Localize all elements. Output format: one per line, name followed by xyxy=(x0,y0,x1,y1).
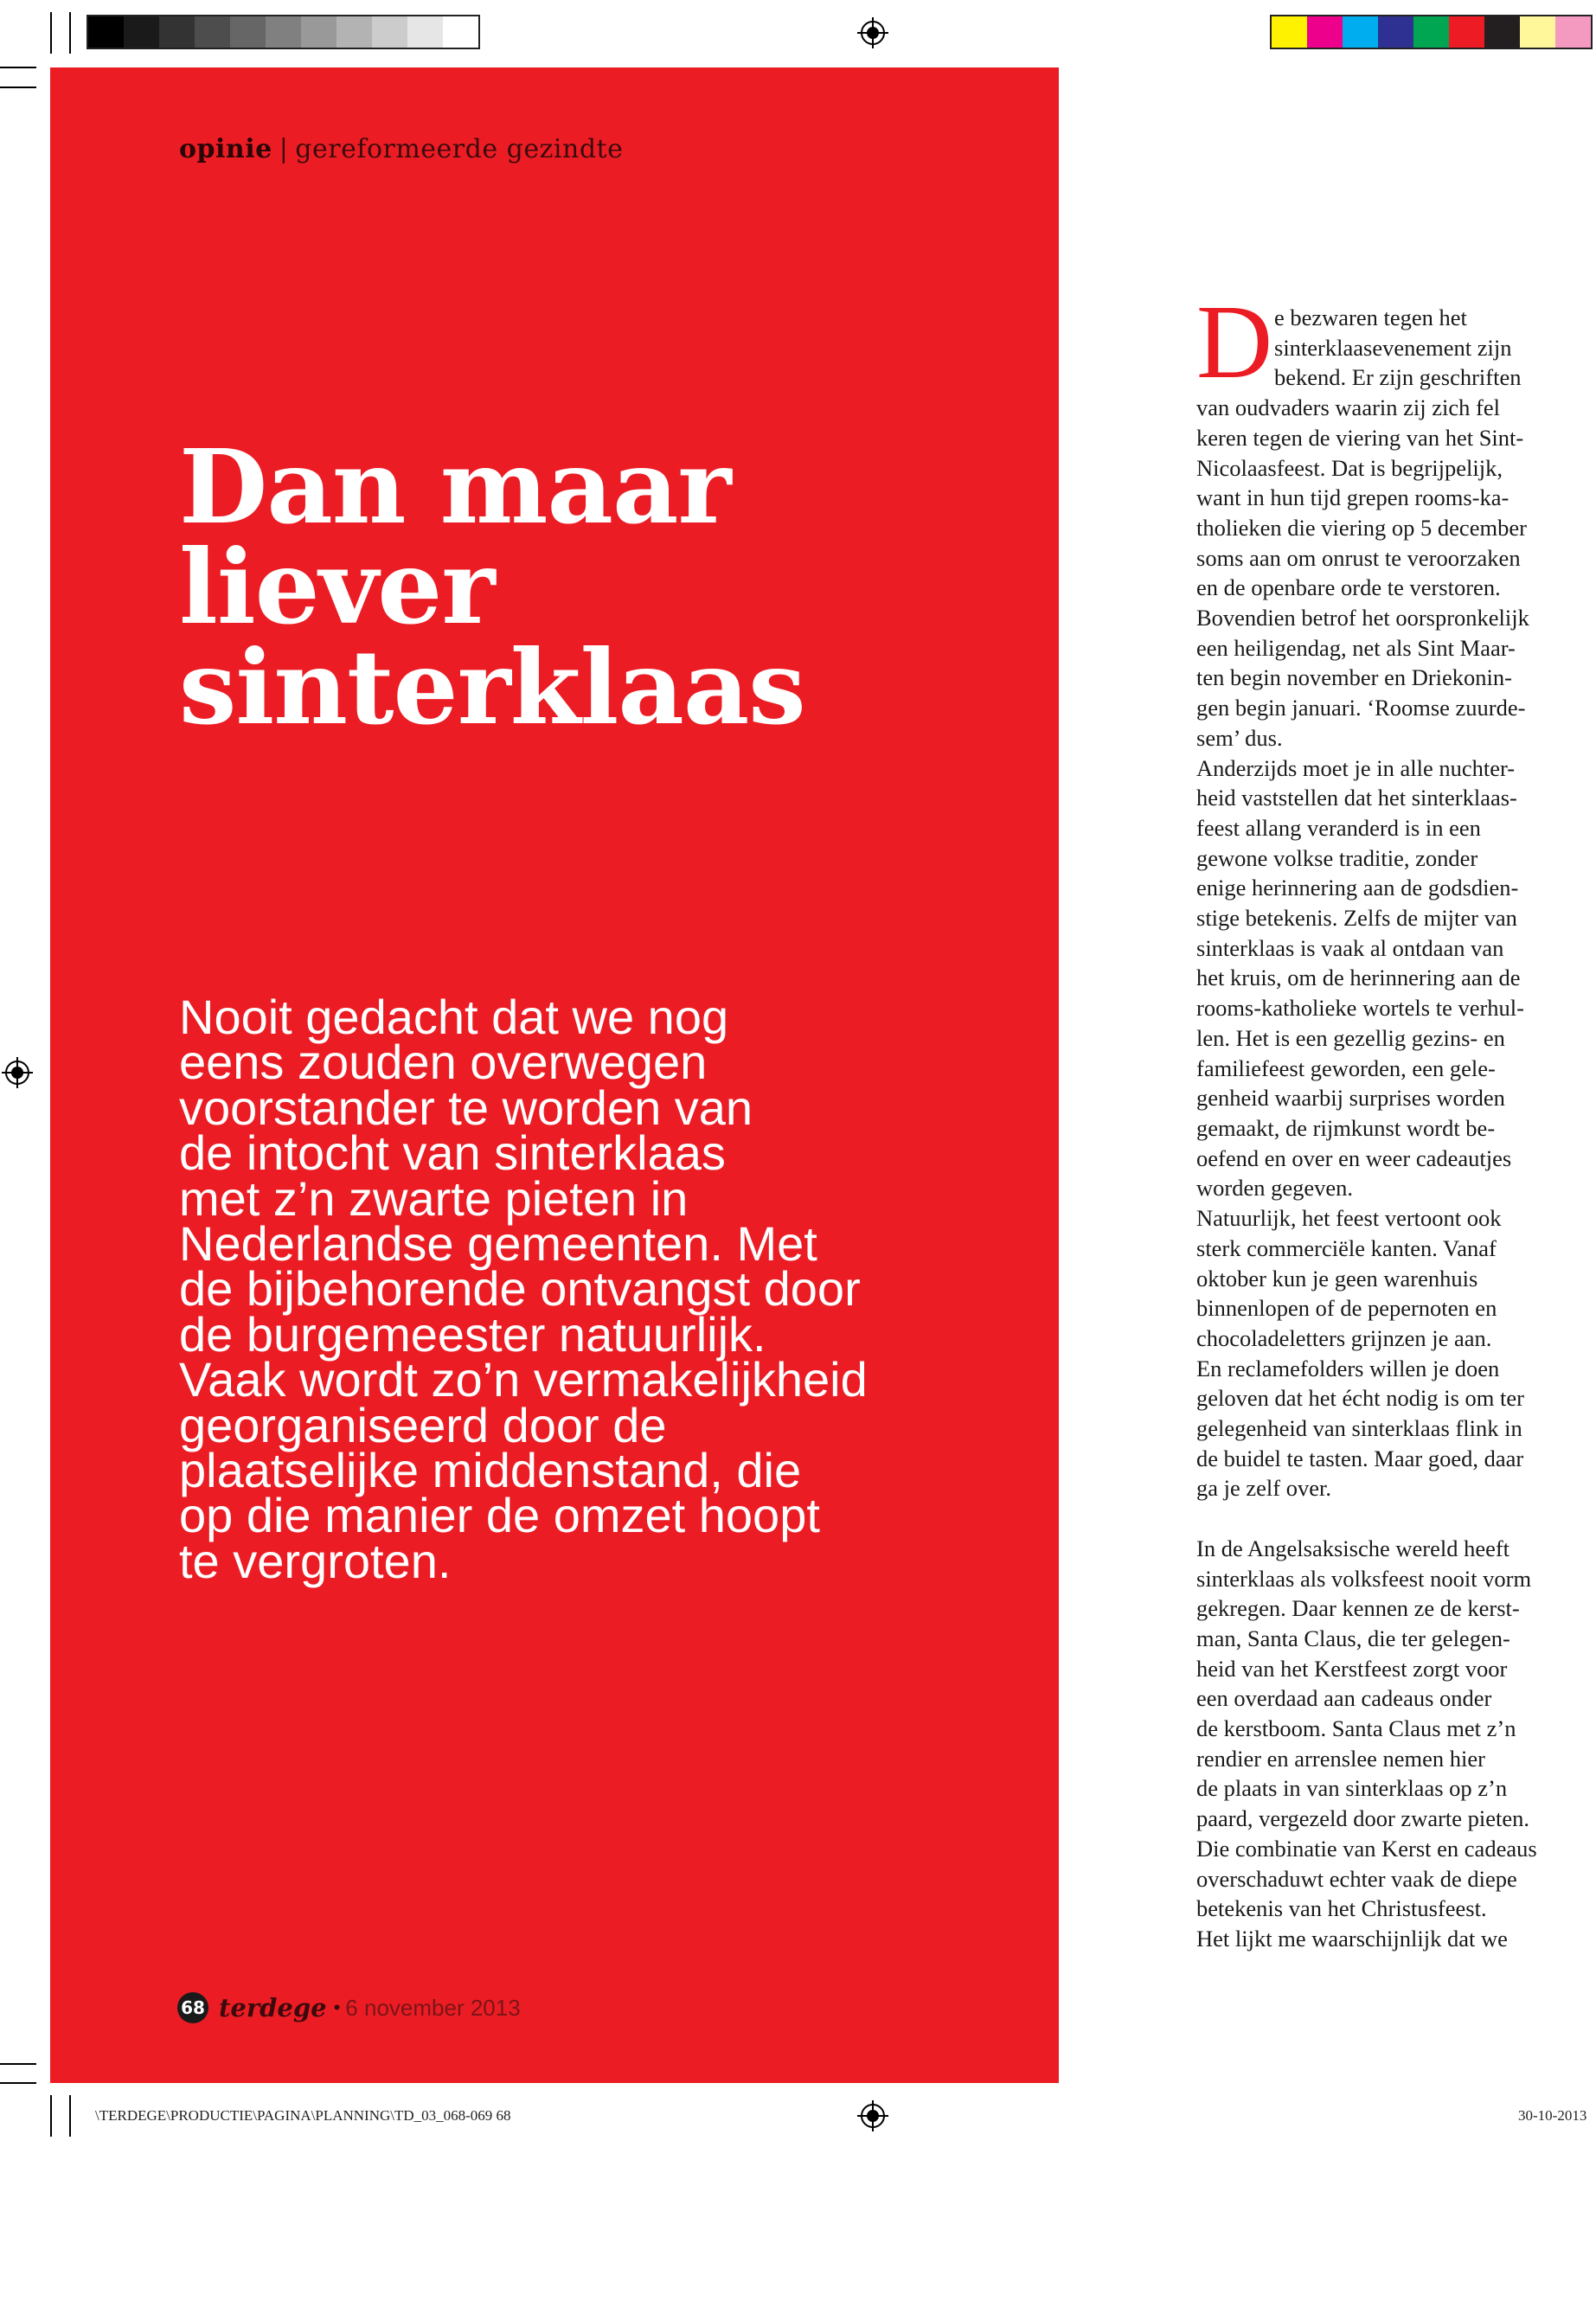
lead-line: te vergroten. xyxy=(179,1533,452,1588)
body-line: Bovendien betrof het oorspronkelijk xyxy=(1196,605,1529,631)
body-line: sterk commerciële kanten. Vanaf xyxy=(1196,1234,1497,1261)
gray-swatch xyxy=(266,16,301,48)
body-line: oefend en over en weer cadeautjes xyxy=(1196,1144,1512,1171)
footer-bullet: • xyxy=(333,1997,341,2018)
body-line: gemaakt, de rijmkunst wordt be- xyxy=(1196,1114,1496,1141)
issue-date: 6 november 2013 xyxy=(345,1994,521,2021)
gray-swatch xyxy=(337,16,372,48)
body-line: feest allang veranderd is in een xyxy=(1196,814,1481,841)
body-line: sinterklaasevenement zijn xyxy=(1274,334,1512,361)
file-slug: \TERDEGE\PRODUCTIE\PAGINA\PLANNING\TD_03_068-069 68 xyxy=(95,2107,511,2124)
body-line: de buidel te tasten. Maar goed, daar xyxy=(1196,1445,1524,1471)
gray-swatch xyxy=(195,16,230,48)
body-line: Natuurlijk, het feest vertoont ook xyxy=(1196,1205,1502,1232)
body-line: Het lijkt me waarschijnlijk dat we xyxy=(1196,1925,1508,1952)
paragraph-gap xyxy=(1196,1503,1596,1534)
body-line: en de openbare orde te verstoren. xyxy=(1196,574,1501,601)
body-line: enige herinnering aan de godsdien- xyxy=(1196,875,1519,901)
gray-swatch xyxy=(407,16,443,48)
slug-date: 30-10-2013 xyxy=(1518,2107,1587,2124)
color-swatch xyxy=(1413,16,1449,48)
headline-line: sinterklaas xyxy=(179,627,805,747)
body-line: gelegenheid van sinterklaas flink in xyxy=(1196,1415,1522,1442)
lead-line: eens zouden overwegen xyxy=(179,1035,708,1090)
headline-line: liever xyxy=(179,527,495,647)
body-line: stige betekenis. Zelfs de mijter van xyxy=(1196,905,1517,932)
body-line: worden gegeven. xyxy=(1196,1175,1354,1202)
registration-mark-icon xyxy=(2,1057,33,1088)
color-swatch xyxy=(1484,16,1520,48)
body-line: de kerstboom. Santa Claus met z’n xyxy=(1196,1715,1516,1742)
lead-line: voorstander te worden van xyxy=(179,1080,753,1135)
crop-mark xyxy=(69,2095,71,2137)
color-swatch xyxy=(1378,16,1413,48)
body-line: bekend. Er zijn geschriften xyxy=(1274,364,1522,391)
body-line: heid van het Kerstfeest zorgt voor xyxy=(1196,1655,1508,1682)
article-lead xyxy=(179,990,958,1588)
body-line: van oudvaders waarin zij zich fel xyxy=(1196,394,1500,421)
section-header xyxy=(179,134,623,164)
process-color-bar xyxy=(1270,15,1593,49)
gray-swatch xyxy=(301,16,337,48)
body-line: de plaats in van sinterklaas op z’n xyxy=(1196,1775,1508,1802)
crop-mark xyxy=(0,2063,36,2065)
lead-line: plaatselijke middenstand, die xyxy=(179,1443,802,1498)
body-line: tholieken die viering op 5 december xyxy=(1196,514,1527,541)
body-line: ga je zelf over. xyxy=(1196,1475,1331,1502)
lead-line: Vaak wordt zo’n vermakelijkheid xyxy=(179,1352,868,1407)
crop-mark xyxy=(50,12,52,54)
lead-line: georganiseerd door de xyxy=(179,1397,667,1452)
gray-swatch xyxy=(88,16,124,48)
body-line: genheid waarbij surprises worden xyxy=(1196,1085,1505,1112)
body-line: rooms-katholieke wortels te verhul- xyxy=(1196,995,1524,1022)
crop-mark xyxy=(0,87,36,88)
body-line: sinterklaas als volksfeest nooit vorm xyxy=(1196,1565,1532,1592)
color-swatch xyxy=(1307,16,1343,48)
body-line: In de Angelsaksische wereld heeft xyxy=(1196,1535,1510,1561)
body-line: Nicolaasfeest. Dat is begrijpelijk, xyxy=(1196,454,1503,481)
body-line: overschaduwt echter vaak de diepe xyxy=(1196,1865,1517,1892)
lead-line: Nederlandse gemeenten. Met xyxy=(179,1216,817,1272)
body-line: man, Santa Claus, die ter gelegen- xyxy=(1196,1625,1510,1651)
crop-mark xyxy=(0,67,36,68)
body-line: het kruis, om de herinnering aan de xyxy=(1196,965,1521,991)
drop-cap: D xyxy=(1196,284,1273,401)
crop-mark xyxy=(69,12,71,54)
body-line: ten begin november en Driekonin- xyxy=(1196,664,1512,691)
section-category: opinie xyxy=(179,134,272,164)
body-line: gewone volkse traditie, zonder xyxy=(1196,844,1478,871)
gray-swatch xyxy=(372,16,407,48)
registration-mark-icon xyxy=(857,17,888,48)
lead-line: Nooit gedacht dat we nog xyxy=(179,990,729,1044)
body-line: sem’ dus. xyxy=(1196,724,1283,751)
lead-line: de bijbehorende ontvangst door xyxy=(179,1261,861,1317)
lead-line: met z’n zwarte pieten in xyxy=(179,1170,689,1226)
crop-mark xyxy=(0,2082,36,2084)
article-headline xyxy=(179,426,805,747)
body-line: sinterklaas is vaak al ontdaan van xyxy=(1196,934,1504,961)
section-subject: gereformeerde gezindte xyxy=(295,134,624,164)
color-swatch xyxy=(1520,16,1555,48)
body-line: e bezwaren tegen het xyxy=(1274,304,1467,330)
headline-line: Dan maar xyxy=(179,426,731,547)
body-line: gen begin januari. ‘Roomse zuurde- xyxy=(1196,695,1526,721)
body-line: betekenis van het Christusfeest. xyxy=(1196,1895,1487,1922)
body-line: geloven dat het écht nodig is om ter xyxy=(1196,1385,1524,1412)
gray-swatch xyxy=(230,16,266,48)
grayscale-color-bar xyxy=(87,15,480,49)
body-line: want in hun tijd grepen rooms-ka- xyxy=(1196,484,1509,511)
lead-line: de intocht van sinterklaas xyxy=(179,1125,726,1181)
lead-line: op die manier de omzet hoopt xyxy=(179,1488,820,1543)
body-line: een heiligendag, net als Sint Maar- xyxy=(1196,634,1516,661)
color-swatch xyxy=(1449,16,1484,48)
section-separator: | xyxy=(279,134,289,164)
body-line: familiefeest geworden, een gele- xyxy=(1196,1054,1496,1081)
lead-line: de burgemeester natuurlijk. xyxy=(179,1306,766,1362)
body-line: Die combinatie van Kerst en cadeaus xyxy=(1196,1835,1537,1862)
crop-mark xyxy=(50,2095,52,2137)
body-line: soms aan om onrust te veroorzaken xyxy=(1196,544,1521,571)
body-line: oktober kun je geen warenhuis xyxy=(1196,1265,1478,1292)
color-swatch xyxy=(1272,16,1307,48)
article-body xyxy=(1196,284,1596,1954)
gray-swatch xyxy=(124,16,159,48)
body-line: En reclamefolders willen je doen xyxy=(1196,1355,1500,1381)
color-swatch xyxy=(1343,16,1378,48)
page-footer xyxy=(177,1992,521,2023)
body-line: Anderzijds moet je in alle nuchter- xyxy=(1196,754,1516,781)
body-line: heid vaststellen dat het sinterklaas- xyxy=(1196,785,1517,811)
body-line: chocoladeletters grijnzen je aan. xyxy=(1196,1324,1492,1351)
gray-swatch xyxy=(159,16,195,48)
body-line: keren tegen de viering van het Sint- xyxy=(1196,424,1524,451)
body-line: paard, vergezeld door zwarte pieten. xyxy=(1196,1805,1530,1832)
magazine-logo: terdege xyxy=(219,1993,327,2022)
body-line: len. Het is een gezellig gezins- en xyxy=(1196,1024,1505,1051)
body-line: binnenlopen of de pepernoten en xyxy=(1196,1295,1497,1322)
color-swatch xyxy=(1555,16,1591,48)
registration-mark-icon xyxy=(857,2100,888,2131)
body-line: gekregen. Daar kennen ze de kerst- xyxy=(1196,1595,1520,1622)
body-line: rendier en arrenslee nemen hier xyxy=(1196,1745,1486,1772)
body-line: een overdaad aan cadeaus onder xyxy=(1196,1685,1492,1712)
gray-swatch xyxy=(443,16,478,48)
page-number-badge: 68 xyxy=(177,1992,208,2023)
